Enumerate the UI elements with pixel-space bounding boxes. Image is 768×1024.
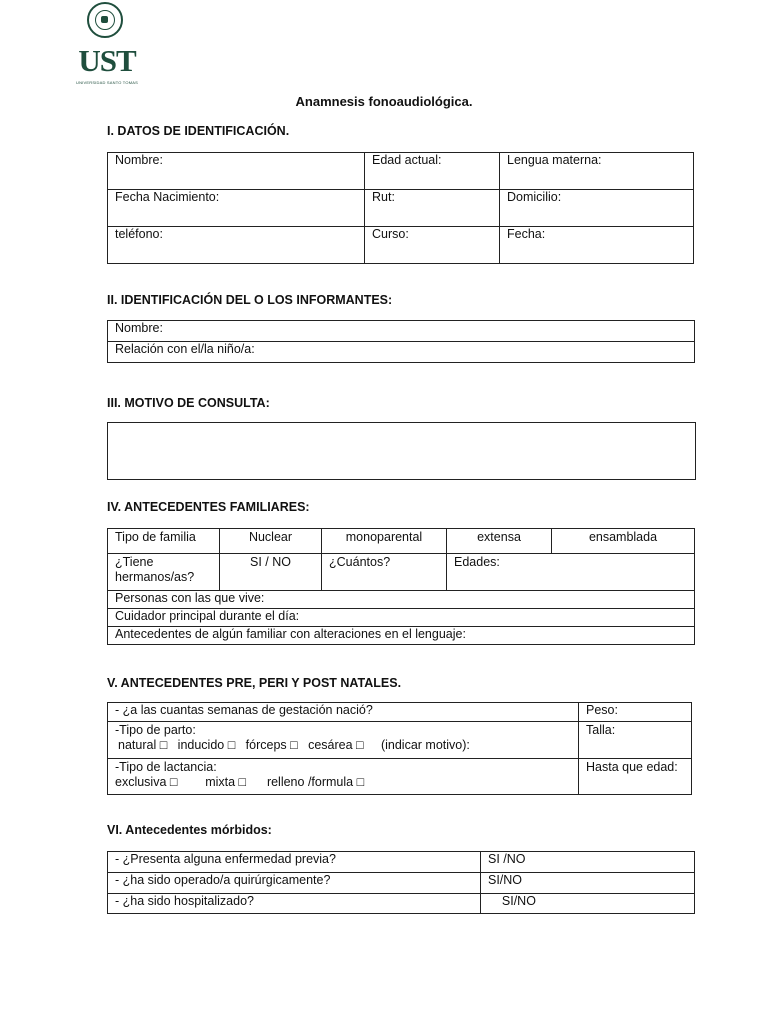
field-edades[interactable]: Edades: xyxy=(447,554,695,591)
field-rut[interactable]: Rut: xyxy=(365,190,500,227)
motivo-consulta-field[interactable] xyxy=(108,423,696,480)
field-cuidador[interactable]: Cuidador principal durante el día: xyxy=(108,609,695,627)
option-ensamblada[interactable]: ensamblada xyxy=(552,529,695,554)
field-fecha[interactable]: Fecha: xyxy=(500,227,694,264)
family-type-label: Tipo de familia xyxy=(108,529,220,554)
morbid-question: - ¿ha sido operado/a quirúrgicamente? xyxy=(108,873,481,894)
section-heading-identification: I. DATOS DE IDENTIFICACIÓN. xyxy=(107,124,290,138)
informants-table xyxy=(107,320,695,363)
field-hasta-que-edad[interactable]: Hasta que edad: xyxy=(579,759,692,795)
section-heading-morbid: VI. Antecedentes mórbidos: xyxy=(107,823,272,837)
section-heading-family: IV. ANTECEDENTES FAMILIARES: xyxy=(107,500,310,514)
family-table xyxy=(107,528,695,645)
natal-table xyxy=(107,702,692,795)
morbid-answer[interactable]: SI/NO xyxy=(481,873,695,894)
morbid-question: - ¿Presenta alguna enfermedad previa? xyxy=(108,852,481,873)
section-heading-natal: V. ANTECEDENTES PRE, PERI Y POST NATALES. xyxy=(107,676,402,690)
field-peso[interactable]: Peso: xyxy=(579,703,692,722)
morbid-answer[interactable]: SI /NO xyxy=(481,852,695,873)
tipo-parto-label: -Tipo de parto: xyxy=(115,723,196,737)
field-edad-actual[interactable]: Edad actual: xyxy=(365,153,500,190)
tipo-lactancia-options[interactable]: exclusiva □ mixta □ relleno /formula □ xyxy=(115,775,365,789)
option-monoparental[interactable]: monoparental xyxy=(322,529,447,554)
logo-subtext: UNIVERSIDAD SANTO TOMAS xyxy=(76,80,138,85)
field-tipo-parto[interactable] xyxy=(108,722,579,759)
university-logo xyxy=(76,2,138,88)
option-extensa[interactable]: extensa xyxy=(447,529,552,554)
morbid-answer[interactable]: SI/NO xyxy=(481,894,695,914)
field-relacion[interactable]: Relación con el/la niño/a: xyxy=(108,342,695,363)
field-cuantos[interactable]: ¿Cuántos? xyxy=(322,554,447,591)
logo-text: UST xyxy=(78,43,136,78)
field-informant-nombre[interactable]: Nombre: xyxy=(108,321,695,342)
section-heading-motivo: III. MOTIVO DE CONSULTA: xyxy=(107,396,270,410)
field-lengua-materna[interactable]: Lengua materna: xyxy=(500,153,694,190)
field-fecha-nacimiento[interactable]: Fecha Nacimiento: xyxy=(108,190,365,227)
seal-icon xyxy=(87,2,123,38)
hermanos-label: ¿Tiene hermanos/as? xyxy=(108,554,220,591)
field-telefono[interactable]: teléfono: xyxy=(108,227,365,264)
morbid-question: - ¿ha sido hospitalizado? xyxy=(108,894,481,914)
field-domicilio[interactable]: Domicilio: xyxy=(500,190,694,227)
tipo-lactancia-label: -Tipo de lactancia: xyxy=(115,760,217,774)
motivo-table xyxy=(107,422,696,480)
section-heading-informants: II. IDENTIFICACIÓN DEL O LOS INFORMANTES: xyxy=(107,293,393,307)
field-semanas-gestacion[interactable]: - ¿a las cuantas semanas de gestación nació? xyxy=(108,703,579,722)
field-nombre[interactable]: Nombre: xyxy=(108,153,365,190)
identification-table xyxy=(107,152,694,264)
document-title: Anamnesis fonoaudiológica. xyxy=(295,94,473,109)
option-nuclear[interactable]: Nuclear xyxy=(220,529,322,554)
morbid-table xyxy=(107,851,695,914)
field-curso[interactable]: Curso: xyxy=(365,227,500,264)
field-talla[interactable]: Talla: xyxy=(579,722,692,759)
tipo-parto-options[interactable]: natural □ inducido □ fórceps □ cesárea □ (indicar motivo): xyxy=(118,738,470,752)
field-antecedentes-familiar[interactable]: Antecedentes de algún familiar con alteraciones en el lenguaje: xyxy=(108,627,695,645)
field-tipo-lactancia[interactable] xyxy=(108,759,579,795)
hermanos-si-no[interactable]: SI / NO xyxy=(220,554,322,591)
field-personas-vive[interactable]: Personas con las que vive: xyxy=(108,591,695,609)
